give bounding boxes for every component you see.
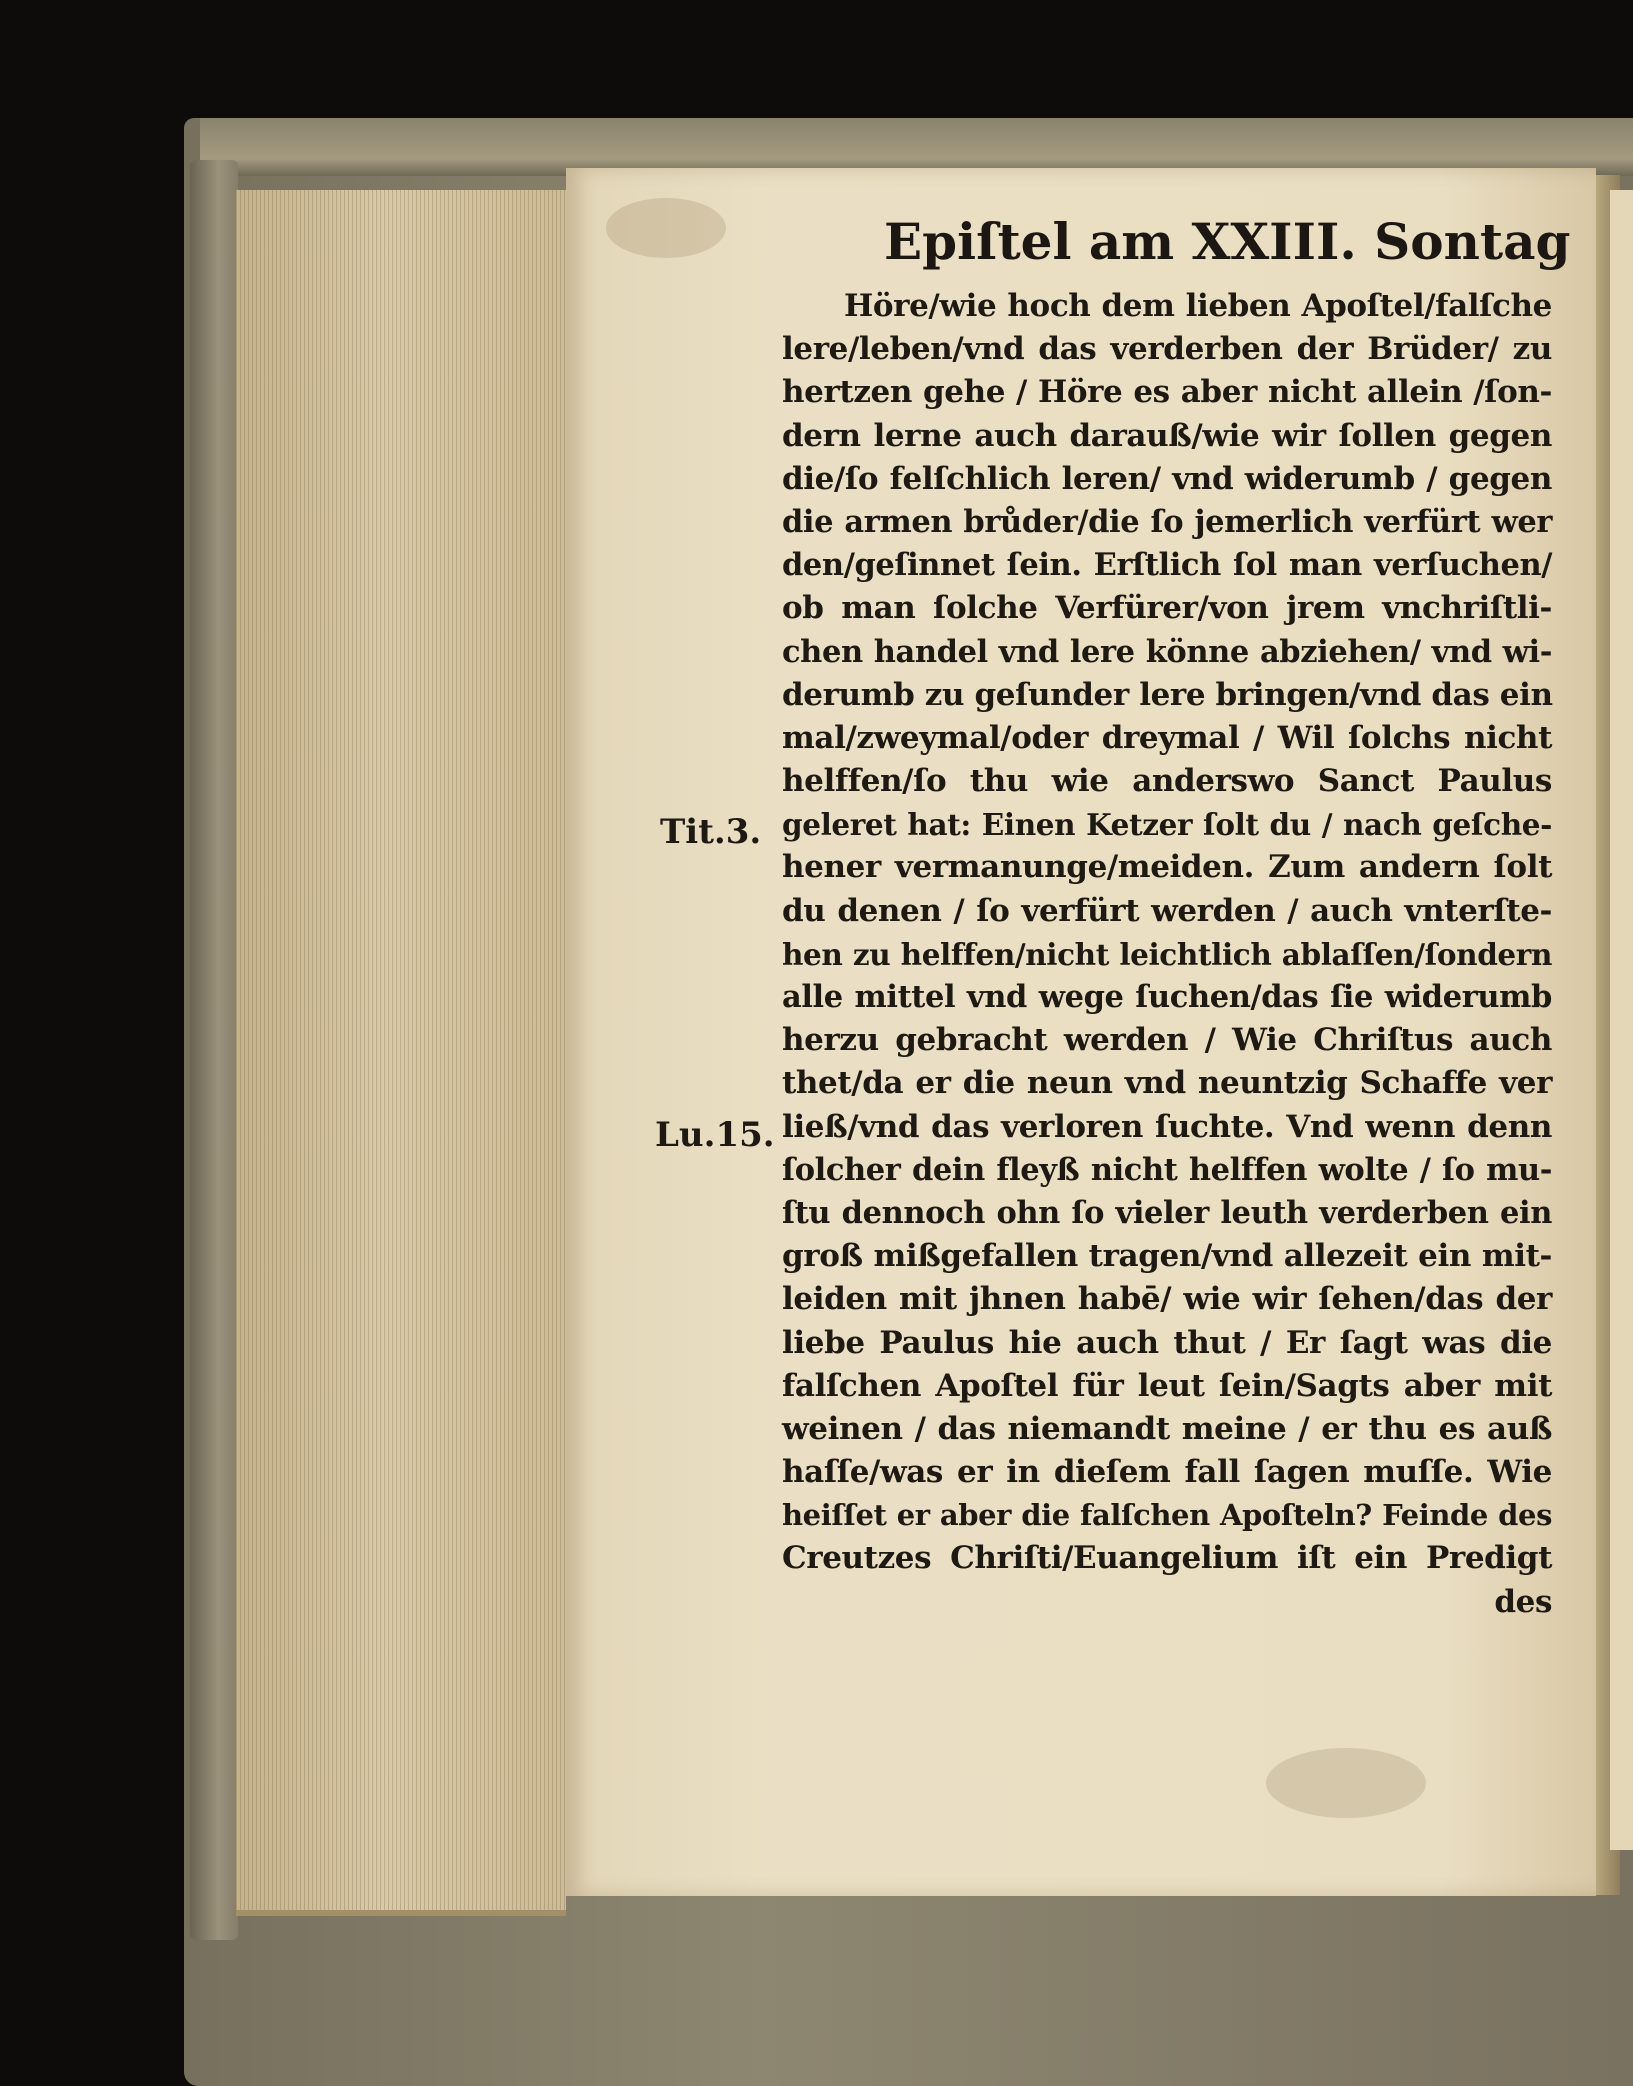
text-line: hen zu helffen/nicht leichtlich ablaſſen/ſondern [782,936,1552,972]
text-line: falſchen Apoſtel für leut ſein/Sagts aber mit [782,1367,1552,1404]
page-block-edges [236,190,566,1916]
text-line: thet/da er die neun vnd neuntzig Schaffe ver [782,1065,1552,1102]
text-line: mal/zweymal/oder dreymal / Wil ſolchs nicht [782,719,1552,756]
book-spine [190,160,238,1940]
text-line: Höre/wie hoch dem lieben Apoſtel/falſche [844,288,1552,324]
text-line: leiden mit jhnen habē/ wie wir ſehen/das der [782,1281,1552,1318]
text-line: du denen / ſo verfürt werden / auch vnterſte- [782,892,1552,929]
text-line: Creutzes Chriſti/Euangelium iſt ein Predigt [782,1540,1552,1577]
text-line: weinen / das niemandt meine / er thu es auß [782,1410,1552,1447]
text-line: die armen brůder/die ſo jemerlich verfürt wer [782,503,1552,540]
running-head: Epiſtel am XXIII. Sontag [884,212,1571,271]
catchword: des [1494,1583,1552,1620]
text-line: ſtu dennoch ohn ſo vieler leuth verderben ein [782,1194,1552,1231]
text-line: helffen/ſo thu wie anderswo Sanct Paulus [782,763,1552,800]
paper-stain [606,198,726,258]
text-line: ließ/vnd das verloren ſuchte. Vnd wenn denn [782,1108,1552,1145]
text-line: heiſſet er aber die falſchen Apoſteln? Feinde des [782,1498,1552,1533]
margin-note-tit: Tit.3. [660,812,762,852]
text-line: ob man ſolche Verfürer/von jrem vnchriſtli- [782,590,1552,627]
text-line: haſſe/was er in dieſem fall ſagen muſſe. Wie [782,1454,1552,1491]
paper-stain [1266,1748,1426,1818]
text-line: den/geſinnet ſein. Erſtlich ſol man verſuchen/ [782,547,1552,584]
text-line: hertzen gehe / Höre es aber nicht allein /ſon- [782,374,1552,411]
body-text [782,285,1552,1624]
text-line: alle mittel vnd wege ſuchen/das ſie widerumb [782,979,1552,1015]
text-line: liebe Paulus hie auch thut / Er ſagt was die [782,1324,1552,1361]
text-line: die/ſo felſchlich leren/ vnd widerumb / gegen [782,460,1552,497]
margin-note-luc: Lu.15. [655,1115,775,1155]
text-line: ſolcher dein fleyß nicht helffen wolte / ſo mu- [782,1151,1552,1188]
text-line: groß mißgefallen tragen/vnd allezeit ein mit- [782,1238,1552,1275]
text-line: lere/leben/vnd das verderben der Brüder/ zu [782,331,1552,368]
text-line: dern lerne auch darauß/wie wir ſollen gegen [782,417,1552,454]
facing-page-edge [1610,190,1633,1850]
text-line: hener vermanunge/meiden. Zum andern ſolt [782,849,1552,886]
text-line: chen handel vnd lere könne abziehen/ vnd wi- [782,633,1552,670]
text-line: derumb zu geſunder lere bringen/vnd das ein [782,676,1553,713]
text-line: herzu gebracht werden / Wie Chriſtus auch [782,1022,1552,1059]
text-line: geleret hat: Einen Ketzer ſolt du / nach geſche- [782,807,1552,843]
